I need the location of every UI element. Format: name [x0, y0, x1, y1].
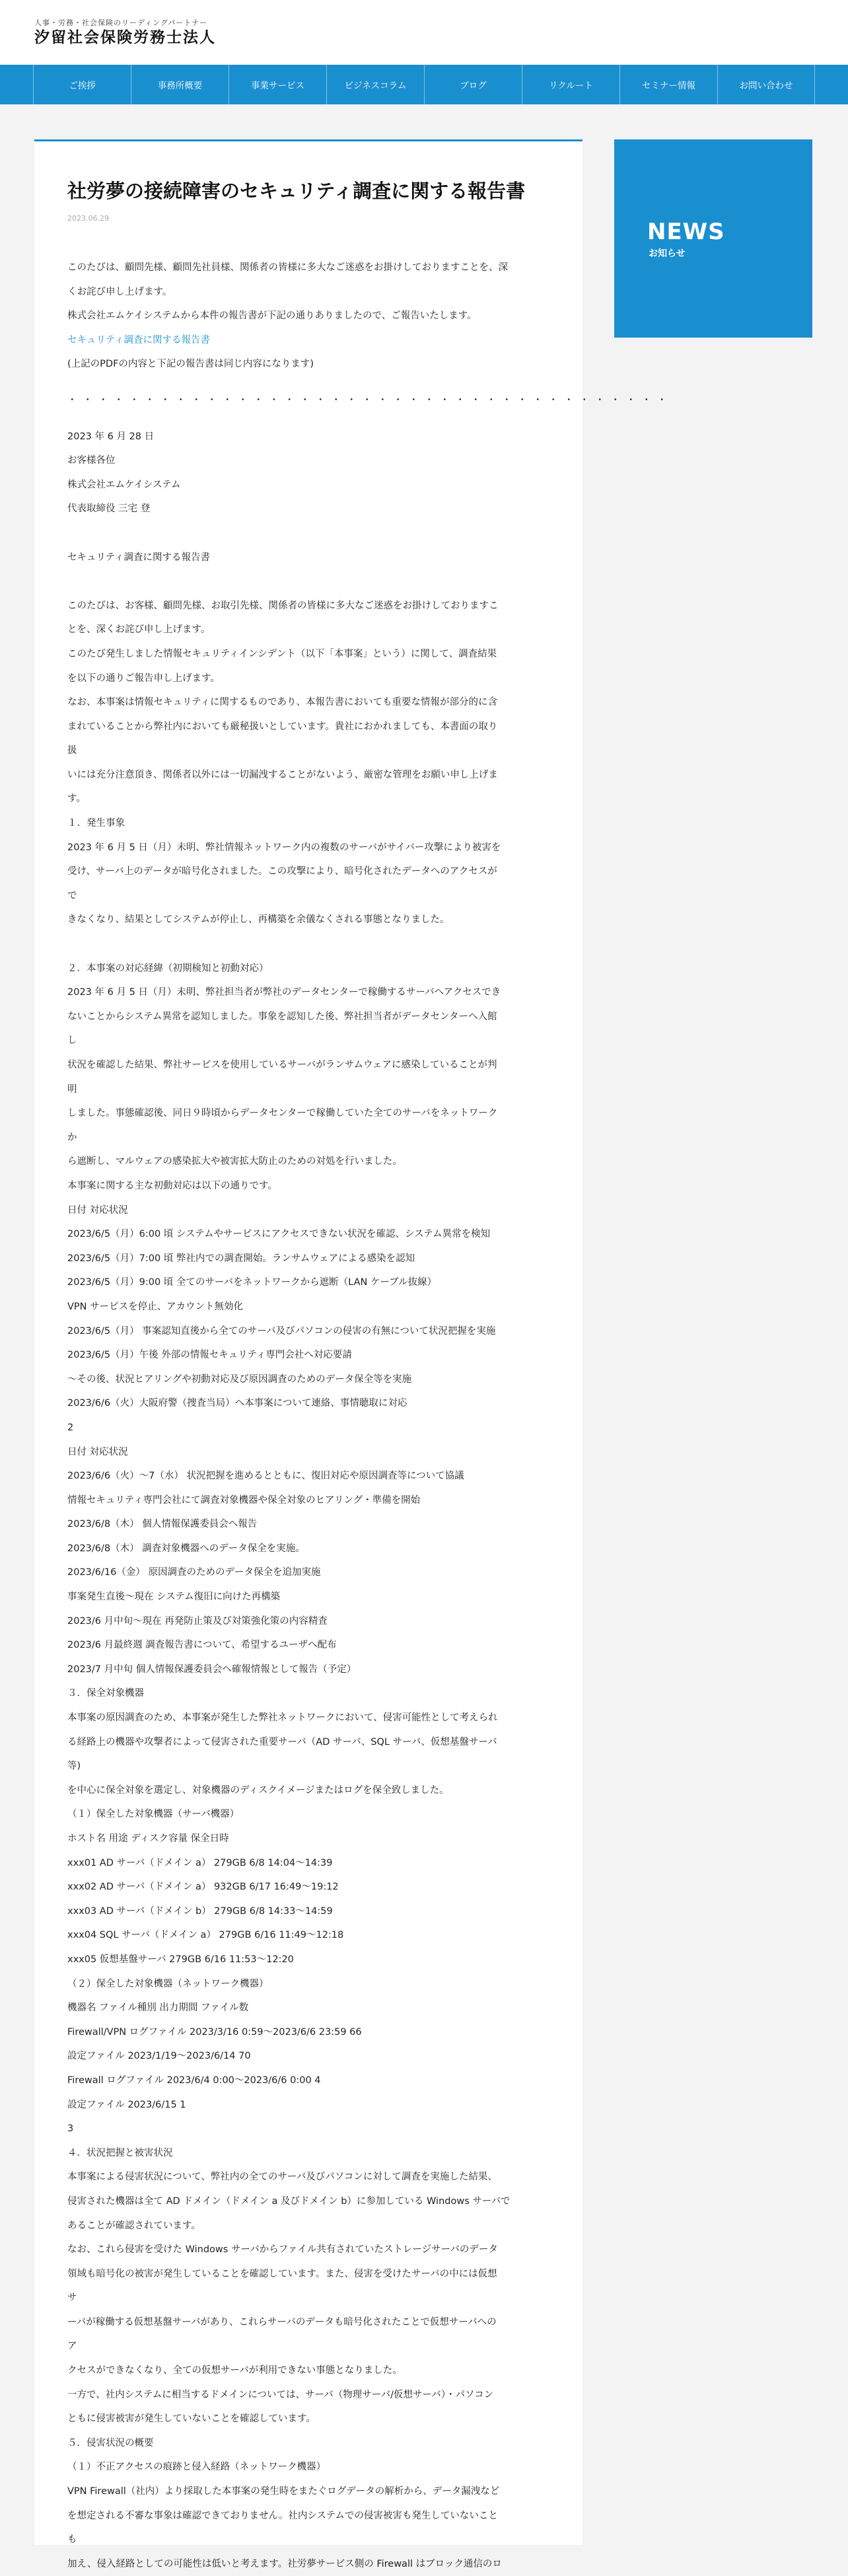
body-line: 事案発生直後〜現在 システム復旧に向けた再構築	[67, 1592, 281, 1603]
nav-item-2[interactable]: 事業サービス	[229, 65, 326, 104]
body-line: しました。事態確認後、同日９時頃からデータセンターで稼働していた全てのサーバをネットワーク	[67, 1108, 498, 1119]
body-line: を以下の通りご報告申し上げます。	[67, 673, 220, 684]
news-title: NEWS	[647, 219, 725, 245]
body-line: 2023/6/6（火）大阪府警（捜査当局）へ本事案について連絡、事情聴取に対応	[67, 1398, 407, 1409]
body-line: 2023/6/5（月） 事案認知直後から全てのサーバ及びパソコンの侵害の有無について状況把握を実施	[67, 1325, 496, 1337]
body-line: xxx03 AD サーバ（ドメイン b） 279GB 6/8 14:33〜14:59	[67, 1905, 333, 1917]
body-line: ともに侵害被害が発生していないことを確認しています。	[67, 2413, 316, 2425]
nav-item-7[interactable]: お問い合わせ	[717, 65, 815, 104]
body-line: （１）保全した対象機器（サーバ機器）	[67, 1809, 240, 1820]
body-line: VPN サービスを停止、アカウント無効化	[67, 1301, 243, 1312]
body-line: きなくなり、結果としてシステムが停止し、再構築を余儀なくされる事態となりました。	[67, 914, 450, 926]
body-line: xxx05 仮想基盤サーバ 279GB 6/16 11:53〜12:20	[67, 1954, 294, 1965]
body-line: で	[67, 890, 77, 901]
body-line: 一方で、社内システムに相当するドメインについては、サーバ（物理サーバ/仮想サーバ）・パソコン	[67, 2389, 494, 2400]
body-line: まれていることから弊社内においても厳秘扱いとしています。貴社におかれましても、本書面の取り	[67, 721, 498, 732]
body-line: xxx01 AD サーバ（ドメイン a） 279GB 6/8 14:04〜14:39	[67, 1857, 333, 1868]
body-line: 領域も暗号化の被害が発生していることを確認しています。また、侵害を受けたサーバの中には仮想	[67, 2268, 497, 2279]
body-line: なお、これら侵害を受けた Windows サーバからファイル共有されていたストレージサーバのデータ	[67, 2244, 498, 2256]
news-box[interactable]	[614, 139, 812, 338]
body-line: し	[67, 1035, 77, 1047]
body-line: なお、本事案は情報セキュリティに関するものであり、本報告書においても重要な情報が部分的に含	[67, 697, 498, 708]
body-line: ア	[67, 2341, 77, 2352]
body-line: いには充分注意頂き、関係者以外には一切漏洩することがないよう、厳密な管理をお願い申し上げま	[67, 769, 498, 780]
body-line: す。	[67, 793, 86, 805]
nav-item-6[interactable]: セミナー情報	[619, 65, 717, 104]
body-line: （１）不正アクセスの痕跡と侵入経路（ネットワーク機器）	[67, 2462, 326, 2473]
body-line: を想定される不審な事象は確認できておりません。社内システムでの侵害被害も発生していないこと	[67, 2510, 498, 2521]
body-line: お客様各位	[67, 455, 116, 466]
body-line: 2023/6/5（月）6:00 頃 システムやサービスにアクセスできない状況を確認、システム異常を検知	[67, 1229, 491, 1240]
body-line: Firewall ログファイル 2023/6/4 0:00〜2023/6/6 0:00 4	[67, 2075, 321, 2086]
body-line: このたびは、お客様、顧問先様、お取引先様、関係者の皆様に多大なご迷惑をお掛けしておりますこ	[67, 600, 499, 611]
body-line: ２．本事案の対応経緯（初期検知と初動対応）	[67, 963, 269, 974]
body-line: （２）保全した対象機器（ネットワーク機器）	[67, 1978, 269, 1989]
body-line: あることが確認されています。	[67, 2220, 201, 2231]
body-line: 日付 対応状況	[67, 1204, 128, 1216]
body-line	[67, 521, 549, 546]
article-body	[67, 425, 549, 2576]
body-line	[67, 570, 549, 594]
body-line: 本事案に関する主な初動対応は以下の通りです。	[67, 1180, 277, 1191]
body-line: ら遮断し、マルウェアの感染拡大や被害拡大防止のための対処を行いました。	[67, 1156, 402, 1167]
nav-item-1[interactable]: 事務所概要	[131, 65, 229, 104]
body-line: 2023/7 月中旬 個人情報保護委員会へ確報情報として報告（予定）	[67, 1664, 357, 1675]
body-line: 日付 対応状況	[67, 1446, 128, 1457]
nav-item-3[interactable]: ビジネスコラム	[326, 65, 424, 104]
body-line: 本事案の原因調査のため、本事案が発生した弊社ネットワークにおいて、侵害可能性として考えられ	[67, 1712, 498, 1724]
body-line: クセスができなくなり、全ての仮想サーバが利用できない事態となりました。	[67, 2365, 402, 2376]
body-line: ーバが稼働する仮想基盤サーバがあり、これらサーバのデータも暗号化されたことで仮想サーバへの	[67, 2316, 497, 2328]
body-line: ５．侵害状況の概要	[67, 2437, 154, 2448]
body-line: 2023/6/16（金） 原因調査のためのデータ保全を追加実施	[67, 1567, 321, 1578]
body-line: を中心に保全対象を選定し、対象機器のディスクイメージまたはログを保全致しました。	[67, 1785, 449, 1796]
logo-tagline: 人事・労務・社会保険のリーディングパートナー	[34, 18, 208, 27]
body-line: 2023/6 月中旬〜現在 再発防止策及び対策強化策の内容精査	[67, 1615, 328, 1627]
body-line: 代表取締役 三宅 登	[67, 503, 151, 515]
body-line: か	[67, 1132, 77, 1143]
body-line: とを、深くお詫び申し上げます。	[67, 624, 211, 636]
body-line: 株式会社エムケイシステム	[67, 479, 181, 490]
intro-line: 株式会社エムケイシステムから本件の報告書が下記の通りありましたので、ご報告いたします。	[67, 311, 477, 322]
body-line: ３．保全対象機器	[67, 1688, 144, 1699]
body-line: 2023/6/5（月）7:00 頃 弊社内での調査開始。ランサムウェアによる感染を認知	[67, 1253, 415, 1264]
body-line: 扱	[67, 745, 77, 756]
intro-line: くお詫び申し上げます。	[67, 286, 172, 297]
body-line: 状況を確認した結果、弊社サービスを使用しているサーバがランサムウェアに感染していることが判	[67, 1060, 497, 1070]
body-line: xxx02 AD サーバ（ドメイン a） 932GB 6/17 16:49〜19:12	[67, 1882, 339, 1893]
body-line: Firewall/VPN ログファイル 2023/3/16 0:59〜2023/6/6 23:59 66	[67, 2026, 362, 2038]
body-line: 機器名 ファイル種別 出力期間 ファイル数	[67, 2003, 249, 2014]
body-line: 2023/6/6（火）〜7（水） 状況把握を進めるとともに、復旧対応や原因調査等について協議	[67, 1471, 464, 1482]
body-line: ４．状況把握と被害状況	[67, 2147, 173, 2158]
body-line: ないことからシステム異常を認知しました。事象を認知した後、弊社担当者がデータセンターへ入館	[67, 1011, 497, 1022]
body-line	[67, 932, 549, 957]
body-line: 3	[67, 2123, 74, 2135]
body-line: 設定ファイル 2023/6/15 1	[67, 2099, 186, 2110]
body-line: 2023/6/5（月）午後 外部の情報セキュリティ専門会社へ対応要請	[67, 1350, 352, 1361]
article-title: 社労夢の接続障害のセキュリティ調査に関する報告書	[67, 180, 526, 202]
body-line: 等)	[67, 1761, 81, 1772]
nav-item-5[interactable]: リクルート	[522, 65, 619, 104]
body-line: 〜その後、状況ヒアリングや初動対応及び原因調査のためのデータ保全等を実施	[67, 1374, 412, 1385]
body-line: 明	[67, 1084, 77, 1095]
body-line: 2023/6/8（木） 個人情報保護委員会へ報告	[67, 1519, 258, 1530]
intro-line: (上記のPDFの内容と下記の報告書は同じ内容になります)	[67, 359, 314, 370]
site-header	[0, 0, 848, 65]
body-line: 2023/6/8（木） 調査対象機器へのデータ保全を実施。	[67, 1543, 305, 1554]
body-line: 設定ファイル 2023/1/19〜2023/6/14 70	[67, 2051, 251, 2062]
body-line: 2023 年 6 月 28 日	[67, 431, 155, 442]
body-line: 受け、サーバ上のデータが暗号化されました。この攻撃により、暗号化されたデータへのアクセスが	[67, 866, 497, 877]
nav-item-0[interactable]: ご挨拶	[33, 65, 131, 104]
body-line: １．発生事象	[67, 818, 125, 829]
body-line: 2023/6 月最終週 調査報告書について、希望するユーザへ配布	[67, 1640, 337, 1651]
body-line: 本事案による侵害状況について、弊社内の全てのサーバ及びパソコンに対して調査を実施した結果、	[67, 2172, 497, 2183]
intro-line: このたびは、顧問先様、顧問先社員様、関係者の皆様に多大なご迷惑をお掛けしておりますことを、深	[67, 262, 508, 273]
article-intro	[67, 256, 549, 377]
body-line: xxx04 SQL サーバ（ドメイン a） 279GB 6/16 11:49〜12:18	[67, 1930, 344, 1941]
site-logo[interactable]	[34, 18, 216, 48]
body-line: ホスト名 用途 ディスク容量 保全日時	[67, 1833, 229, 1844]
body-line: 2023 年 6 月 5 日（月）未明、弊社情報ネットワーク内の複数のサーバがサイバー攻撃により被害を	[67, 842, 501, 853]
body-line: 加え、侵入経路としての可能性は低いと考えます。社労夢サービス側の Firewall はブロック通信のロ	[67, 2558, 502, 2569]
body-line: サ	[67, 2293, 77, 2304]
body-line: セキュリティ調査に関する報告書	[67, 552, 211, 563]
dotted-divider: ・・・・・・・・・・・・・・・・・・・・・・・・・・・・・・・・・・・・・・・	[67, 394, 673, 406]
body-line: 2023/6/5（月）9:00 頃 全てのサーバをネットワークから遮断（LAN ケーブル抜線）	[67, 1277, 437, 1288]
body-line: 2	[67, 1422, 74, 1433]
body-line: る経路上の機器や攻撃者によって侵害された重要サーバ（AD サーバ、SQL サーバ、仮想基盤サーバ	[67, 1736, 497, 1748]
body-line: 侵害された機器は全て AD ドメイン（ドメイン a 及びドメイン b）に参加している Windows サーバで	[67, 2195, 511, 2207]
logo-name: 汐留社会保険労務士法人	[34, 28, 216, 46]
global-nav	[0, 65, 848, 104]
nav-item-4[interactable]: ブログ	[424, 65, 522, 104]
report-link[interactable]: セキュリティ調査に関する報告書	[67, 334, 211, 346]
body-line: 情報セキュリティ専門会社にて調査対象機器や保全対象のヒアリング・準備を開始	[67, 1494, 421, 1506]
body-line: も	[67, 2534, 77, 2546]
body-line: VPN Firewall（社内）より採取した本事案の発生時をまたぐログデータの解析から、データ漏洩など	[67, 2486, 500, 2497]
body-line: 2023 年 6 月 5 日（月）未明、弊社担当者が弊社のデータセンターで稼働するサーバへアクセスでき	[67, 987, 501, 998]
article-date: 2023.06.29	[67, 214, 109, 223]
body-line: このたび発生しました情報セキュリティインシデント（以下「本事案」という）に関して、調査結果	[67, 648, 497, 659]
news-subtitle: お知らせ	[649, 248, 686, 259]
